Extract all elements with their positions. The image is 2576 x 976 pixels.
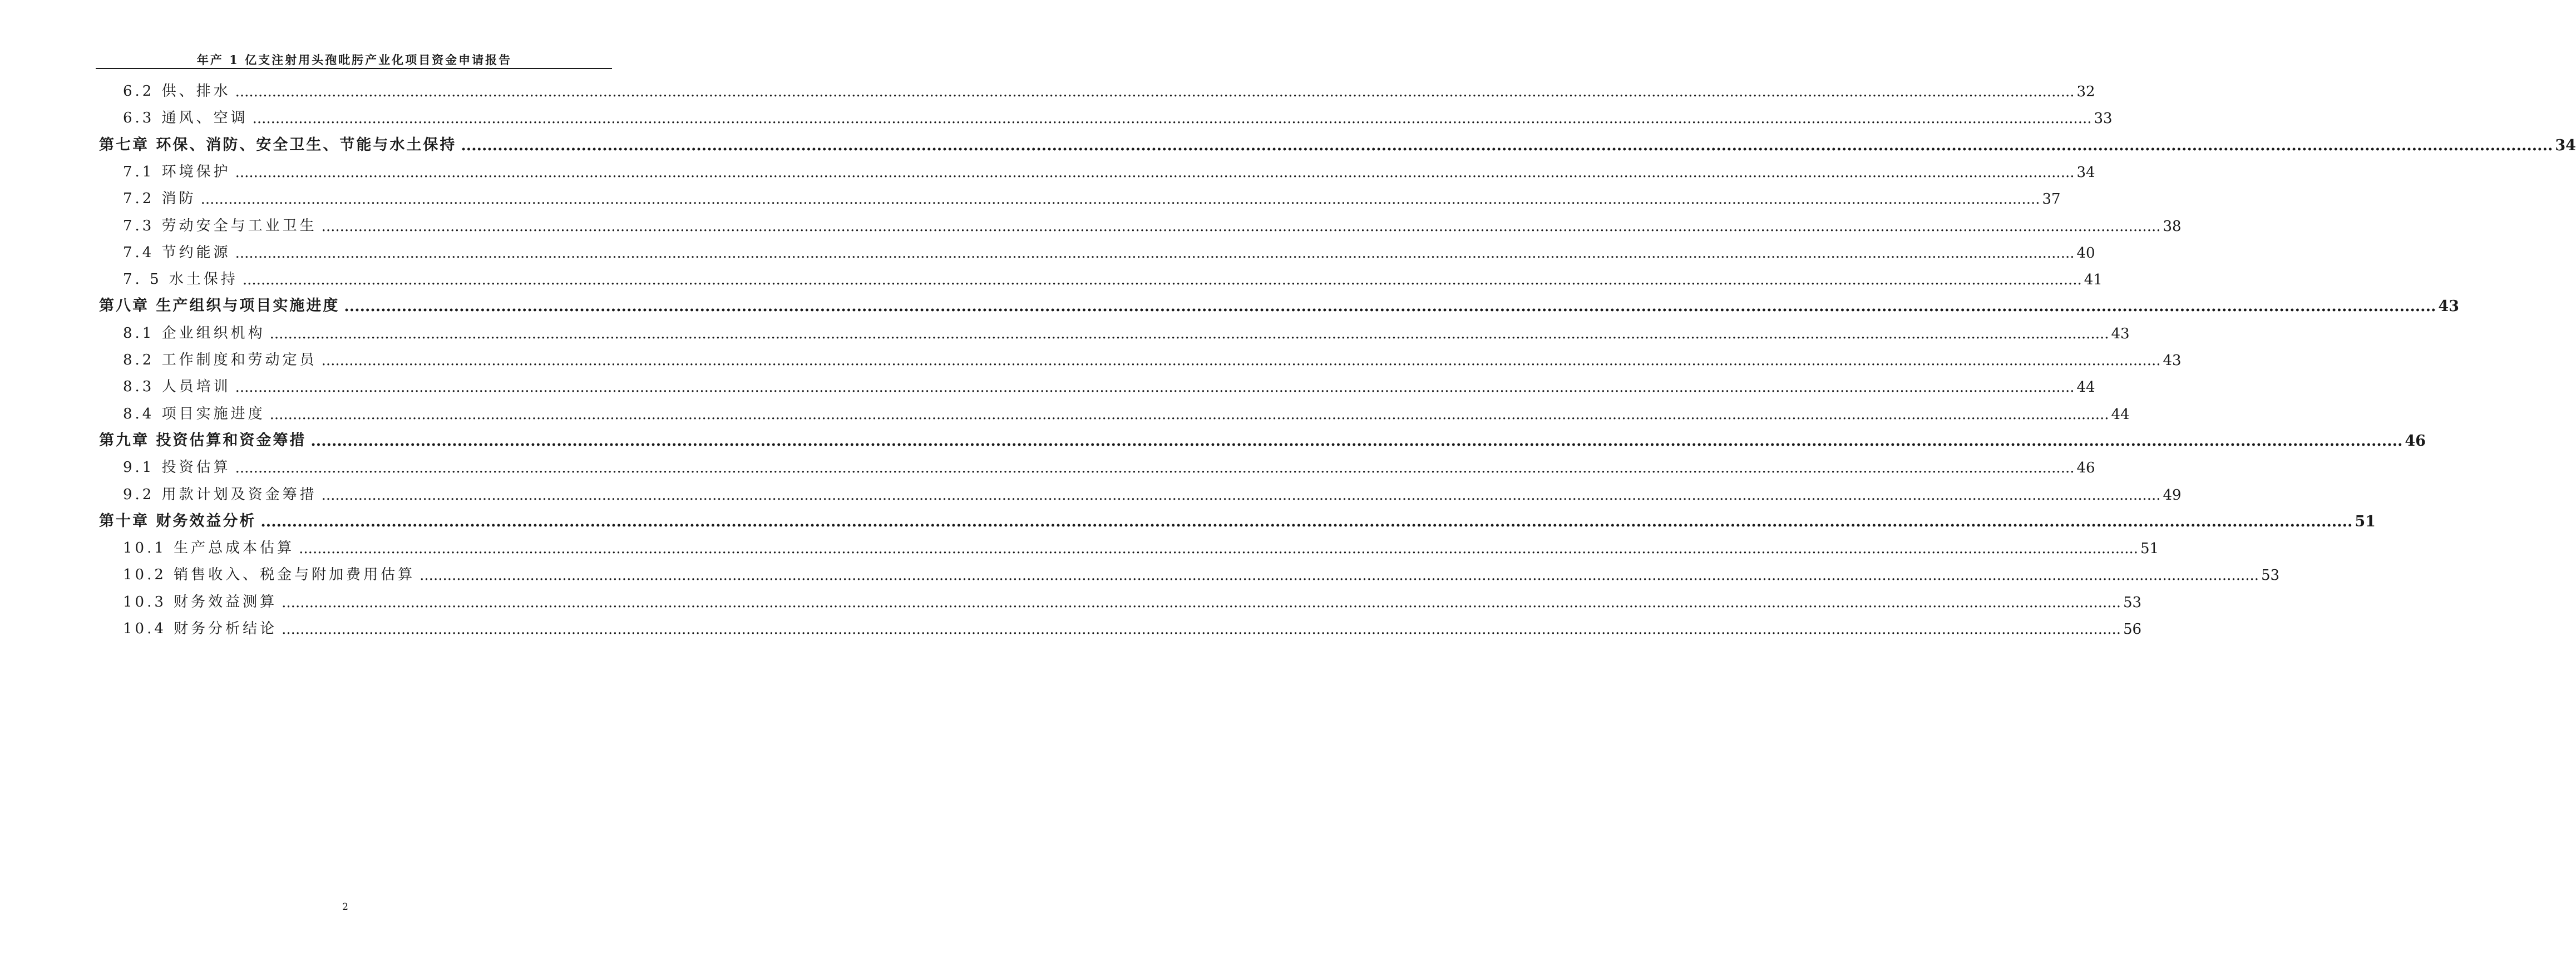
page-number: 2 [342,901,348,913]
toc-section-entry [123,323,2130,342]
toc-dot-leader: ................................................................................................................................................................................................................................................................................................................................................................................................................ [321,218,2161,235]
toc-section-entry [123,162,2095,181]
toc-dot-leader: ................................................................................................................................................................................................................................................................................................................................................................................................................ [235,379,2075,396]
toc-entry-label: 10.1 生产总成本估算 [123,540,295,557]
toc-section-entry [123,269,2103,289]
toc-section-entry [123,538,2159,558]
toc-chapter-entry [99,135,2576,154]
toc-entry-label: 7. 5 水土保持 [123,271,238,288]
toc-section-entry [123,108,2113,127]
toc-dot-leader: ................................................................................................................................................................................................................................................................................................................................................................................................................ [321,352,2161,369]
toc-section-entry [123,377,2095,396]
toc-entry-page: 34 [2555,136,2576,154]
toc-entry-label: 第八章 生产组织与项目实施进度 [99,297,340,315]
toc-entry-page: 44 [2111,406,2130,423]
toc-dot-leader: ................................................................................................................................................................................................................................................................................................................................................................................................................ [242,272,2082,289]
toc-entry-label: 10.2 销售收入、税金与附加费用估算 [123,566,416,584]
toc-dot-leader: ................................................................................................................................................................................................................................................................................................................................................................................................................ [235,83,2075,100]
toc-entry-label: 第九章 投资估算和资金筹措 [99,431,307,449]
toc-entry-page: 51 [2355,512,2376,530]
toc-entry-page: 53 [2123,594,2142,611]
toc-entry-page: 38 [2163,218,2182,235]
toc-dot-leader: ................................................................................................................................................................................................................................................................................................................................................................................................................ [260,512,2353,530]
toc-dot-leader: ................................................................................................................................................................................................................................................................................................................................................................................................................ [299,540,2139,558]
toc-entry-page: 37 [2042,191,2061,208]
toc-entry-page: 56 [2123,621,2142,638]
toc-entry-page: 46 [2076,460,2095,477]
toc-dot-leader: ................................................................................................................................................................................................................................................................................................................................................................................................................ [200,191,2040,208]
toc-dot-leader: ................................................................................................................................................................................................................................................................................................................................................................................................................ [344,298,2436,316]
toc-entry-page: 53 [2261,567,2280,584]
toc-entry-label: 7.3 劳动安全与工业卫生 [123,217,317,234]
toc-dot-leader: ................................................................................................................................................................................................................................................................................................................................................................................................................ [282,594,2121,611]
toc-entry-page: 43 [2163,352,2182,369]
toc-section-entry [123,565,2280,584]
toc-section-entry [123,81,2095,100]
toc-entry-label: 6.3 通风、空调 [123,110,248,127]
toc-entry-label: 第七章 环保、消防、安全卫生、节能与水土保持 [99,136,457,154]
toc-entry-label: 6.2 供、排水 [123,83,231,100]
toc-entry-label: 9.1 投资估算 [123,459,231,476]
toc-dot-leader: ................................................................................................................................................................................................................................................................................................................................................................................................................ [269,406,2109,423]
toc-entry-page: 43 [2111,325,2130,342]
toc-dot-leader: ................................................................................................................................................................................................................................................................................................................................................................................................................ [252,110,2092,127]
toc-entry-label: 9.2 用款计划及资金筹措 [123,486,317,503]
toc-entry-label: 第十章 财务效益分析 [99,512,256,530]
toc-entry-page: 46 [2405,432,2426,450]
toc-section-entry [123,457,2095,477]
toc-section-entry [123,619,2142,638]
toc-dot-leader: ................................................................................................................................................................................................................................................................................................................................................................................................................ [235,244,2075,262]
header-rule [96,68,612,69]
toc-entry-label: 10.4 财务分析结论 [123,620,278,637]
toc-entry-label: 8.1 企业组织机构 [123,324,265,342]
toc-dot-leader: ................................................................................................................................................................................................................................................................................................................................................................................................................ [269,325,2109,342]
toc-entry-label: 7.1 环境保护 [123,163,231,180]
toc-dot-leader: ................................................................................................................................................................................................................................................................................................................................................................................................................ [310,432,2403,450]
toc-section-entry [123,592,2142,611]
toc-chapter-entry [99,511,2376,530]
toc-entry-page: 49 [2163,486,2182,504]
toc-section-entry [123,404,2130,423]
toc-entry-page: 41 [2084,272,2103,289]
toc-entry-label: 7.4 节约能源 [123,244,231,261]
toc-entry-label: 7.2 消防 [123,190,196,208]
toc-section-entry [123,243,2095,262]
toc-section-entry [123,189,2061,208]
toc-dot-leader: ................................................................................................................................................................................................................................................................................................................................................................................................................ [235,460,2075,477]
toc-entry-page: 43 [2438,298,2459,316]
toc-entry-page: 40 [2076,244,2095,262]
toc-chapter-entry [99,296,2459,316]
page-header-title: 年产 1 亿支注射用头孢吡肟产业化项目资金申请报告 [196,53,512,67]
toc-section-entry [123,216,2182,235]
toc-entry-page: 44 [2076,379,2095,396]
toc-dot-leader: ................................................................................................................................................................................................................................................................................................................................................................................................................ [420,567,2259,584]
toc-entry-page: 33 [2094,110,2113,127]
toc-entry-label: 10.3 财务效益测算 [123,593,278,610]
toc-dot-leader: ................................................................................................................................................................................................................................................................................................................................................................................................................ [461,136,2553,154]
toc-entry-page: 34 [2076,164,2095,181]
toc-entry-page: 32 [2076,83,2095,100]
toc-chapter-entry [99,431,2426,450]
toc-entry-label: 8.3 人员培训 [123,378,231,396]
toc-entry-label: 8.2 工作制度和劳动定员 [123,352,317,368]
toc-dot-leader: ................................................................................................................................................................................................................................................................................................................................................................................................................ [235,164,2075,181]
toc-section-entry [123,350,2182,369]
toc-section-entry [123,485,2182,504]
toc-dot-leader: ................................................................................................................................................................................................................................................................................................................................................................................................................ [321,486,2161,504]
toc-entry-page: 51 [2140,540,2159,558]
toc-dot-leader: ................................................................................................................................................................................................................................................................................................................................................................................................................ [282,621,2121,638]
toc-entry-label: 8.4 项目实施进度 [123,405,265,422]
